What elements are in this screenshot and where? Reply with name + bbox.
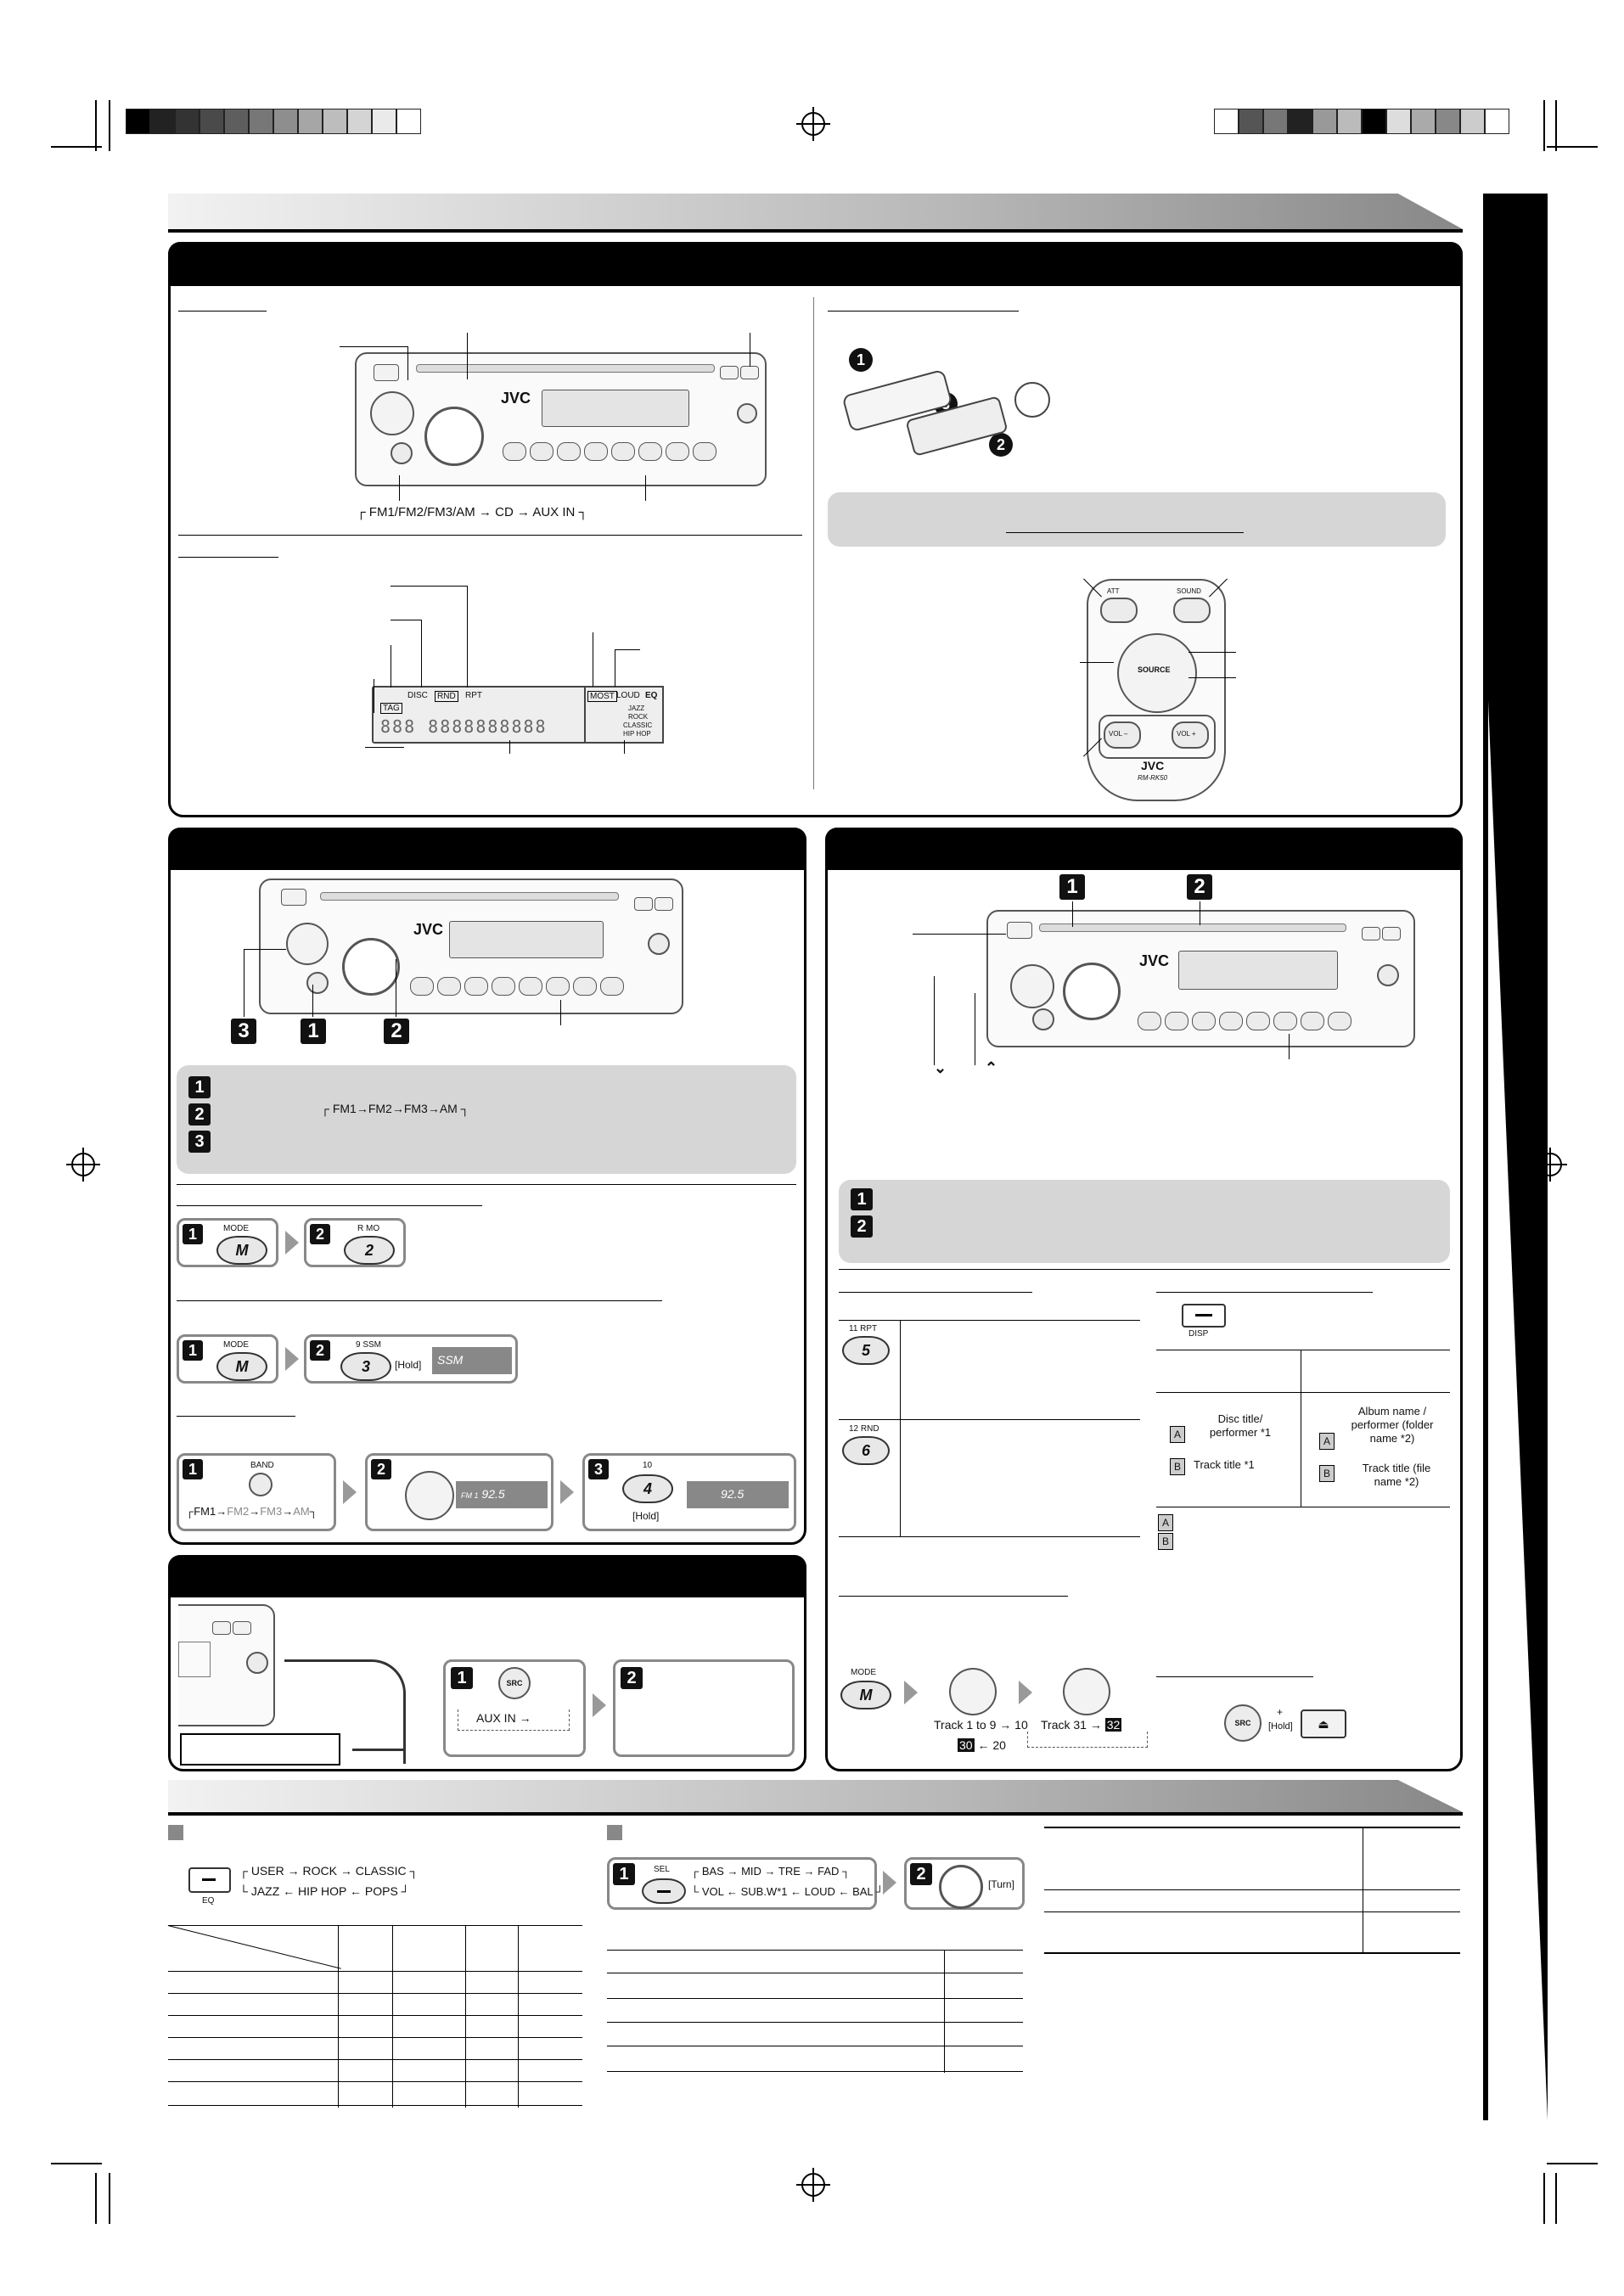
sel-label: SEL xyxy=(654,1865,670,1874)
aux-step-2: 2 xyxy=(613,1659,795,1757)
legend-b: B xyxy=(1158,1533,1173,1550)
hold-label: [Hold] xyxy=(632,1510,660,1522)
aux-step-1: 1 SRC AUX IN → xyxy=(443,1659,586,1757)
eq-table-rule xyxy=(168,1925,582,1926)
brand-logo: JVC xyxy=(501,390,531,407)
subheading-rule xyxy=(1156,1292,1373,1293)
crop-mark xyxy=(1547,146,1598,148)
callout-line xyxy=(1188,652,1236,653)
up-arrow-glyph: ⌃ xyxy=(985,1059,998,1076)
radio-panel-header xyxy=(168,828,806,870)
preset-1[interactable] xyxy=(464,977,488,996)
top-heading-bar xyxy=(168,194,1463,229)
preset-4[interactable] xyxy=(638,442,662,461)
track-30-box: 30 xyxy=(959,1738,973,1752)
preset-6[interactable] xyxy=(1328,1012,1351,1030)
crop-mark xyxy=(1543,100,1545,151)
preset-2-button[interactable]: 2 xyxy=(344,1236,395,1265)
warning-underline xyxy=(1006,532,1244,533)
registration-mark-left xyxy=(71,1153,95,1176)
crop-mark xyxy=(51,2163,102,2164)
color-bar-right xyxy=(1214,109,1509,134)
bottom-heading-underline xyxy=(168,1812,1463,1816)
subheading-rule xyxy=(828,311,1019,312)
sound-row-1: ┌ BAS → MID → TRE → FAD ┐ xyxy=(691,1865,851,1878)
eject-button[interactable] xyxy=(281,889,306,906)
src-button[interactable]: SRC xyxy=(1224,1704,1262,1742)
letter-b: B xyxy=(1170,1458,1185,1475)
disc-slot xyxy=(1039,923,1346,932)
most-indicator: MOST xyxy=(587,691,617,702)
table-rule xyxy=(839,1320,1140,1321)
remote-brand: JVC xyxy=(1141,759,1165,772)
callout-line xyxy=(560,1000,561,1025)
subheading-rule xyxy=(177,1416,295,1417)
eq-button[interactable] xyxy=(1362,927,1380,940)
callout-line xyxy=(913,934,1006,935)
right-table-rule xyxy=(1044,1827,1460,1828)
rpt-key-label: 11 RPT xyxy=(849,1324,878,1333)
panel-divider xyxy=(813,297,814,789)
radio-step-1: 1 xyxy=(188,1076,211,1098)
bottom-heading-bar xyxy=(168,1780,1463,1812)
crop-mark xyxy=(1555,2173,1557,2224)
preset-step-1: 1 BAND ┌FM1→FM2→FM3→AM┐ xyxy=(177,1453,336,1531)
side-tab xyxy=(1483,194,1548,2120)
preset-5-button[interactable]: 5 xyxy=(842,1336,890,1365)
disc-slot xyxy=(416,364,715,373)
battery-coin xyxy=(1014,382,1050,418)
preset-3[interactable] xyxy=(1246,1012,1270,1030)
disc-col-a: Disc title/ performer *1 xyxy=(1209,1412,1272,1439)
turn-label: [Turn] xyxy=(988,1878,1014,1890)
preset-5[interactable] xyxy=(1301,1012,1324,1030)
ssm-step-1: 1 MODE M xyxy=(177,1334,278,1384)
cd-step-1: 1 xyxy=(851,1188,873,1210)
crop-mark xyxy=(1555,100,1557,151)
sound-table-rule xyxy=(607,2071,1023,2072)
eq-table-col xyxy=(338,1925,339,2108)
src-button[interactable] xyxy=(1032,1008,1054,1030)
disc-slot xyxy=(320,892,619,901)
crop-mark xyxy=(1547,2163,1598,2164)
disc-col-b: Track title *1 xyxy=(1194,1458,1255,1471)
cd-callout-1: 1 xyxy=(1059,874,1085,900)
preset-4[interactable] xyxy=(546,977,570,996)
portable-device-box xyxy=(180,1733,340,1766)
eq-square-bullet xyxy=(168,1825,183,1840)
section-rule xyxy=(839,1269,1450,1270)
preset-5[interactable] xyxy=(666,442,689,461)
controls-panel-header xyxy=(168,242,1463,286)
display-window-right xyxy=(584,686,664,744)
src-button[interactable]: SRC xyxy=(498,1667,531,1699)
remote-vol-minus-label: VOL – xyxy=(1109,730,1128,738)
flow-arrow xyxy=(285,1231,299,1255)
preset-1[interactable] xyxy=(557,442,581,461)
eq-mode-3: CLASSIC xyxy=(623,721,653,729)
preset-step-2: 2 FM 1 92.5 xyxy=(365,1453,554,1531)
sound-table-rule xyxy=(607,1950,1023,1951)
callout-line xyxy=(467,586,468,688)
track-seq-dashed xyxy=(1027,1732,1148,1748)
remote-sound-label: SOUND xyxy=(1177,587,1201,595)
subheading-rule xyxy=(178,557,278,558)
aux-jack[interactable] xyxy=(1377,964,1399,986)
sound-table-rule xyxy=(607,1998,1023,1999)
preset-3-button[interactable]: 3 xyxy=(340,1352,391,1381)
disp-button-large[interactable] xyxy=(1182,1304,1226,1328)
eq-table-rule xyxy=(168,2059,582,2060)
sound-square-bullet xyxy=(607,1825,622,1840)
radio-steps-box xyxy=(177,1065,796,1174)
sound-table-rule xyxy=(607,2022,1023,2023)
preset-6[interactable] xyxy=(693,442,716,461)
sel-button[interactable] xyxy=(503,442,526,461)
step-1-marker: 1 xyxy=(849,348,873,372)
segment-digits: 888 8888888888 xyxy=(380,716,548,737)
eject-button[interactable] xyxy=(374,364,399,381)
source-sequence: ┌ FM1/FM2/FM3/AM → CD → AUX IN ┐ xyxy=(357,505,588,519)
ssm-display: SSM xyxy=(432,1347,512,1374)
eject-button[interactable] xyxy=(1007,922,1032,939)
tag-indicator: TAG xyxy=(380,703,402,714)
flow-arrow xyxy=(593,1693,606,1717)
remote-att-button[interactable] xyxy=(1100,598,1138,623)
callout-line xyxy=(934,976,935,1065)
eq-mode-4: HIP HOP xyxy=(623,730,651,738)
right-table-rule xyxy=(1044,1889,1460,1890)
letter-b: B xyxy=(1319,1465,1335,1482)
remote-source-label: SOURCE xyxy=(1138,665,1171,674)
preset-4-button[interactable]: 4 xyxy=(622,1474,673,1503)
rnd-key-label: 12 RND xyxy=(849,1424,879,1434)
eq-table-rule xyxy=(168,1993,582,1994)
remote-vol-plus-label: VOL + xyxy=(1177,730,1196,738)
preset-2[interactable] xyxy=(584,442,608,461)
main-lcd xyxy=(1178,951,1338,990)
cd-step-2: 2 xyxy=(851,1215,873,1238)
down-arrow-glyph: ⌄ xyxy=(934,1059,947,1076)
battery-warning-box xyxy=(828,492,1446,547)
brand-logo: JVC xyxy=(413,921,444,938)
mp3-col-a: Album name / performer (folder name *2) xyxy=(1351,1405,1434,1445)
crop-mark xyxy=(51,146,102,148)
sel-button[interactable] xyxy=(642,1878,686,1904)
eq-table-diagonal xyxy=(168,1925,341,1969)
letter-a: A xyxy=(1319,1433,1335,1450)
callout-line xyxy=(645,475,646,501)
subheading-rule xyxy=(1156,1676,1313,1677)
step-2-marker: 2 xyxy=(989,433,1013,457)
freq-display: FM 1 92.5 xyxy=(456,1481,548,1508)
mode-label: MODE xyxy=(223,1340,249,1350)
radio-step-3: 3 xyxy=(188,1131,211,1153)
flow-arrow xyxy=(1019,1681,1032,1704)
loud-indicator: LOUD xyxy=(616,691,640,700)
hold-label: [Hold] xyxy=(395,1359,422,1371)
band-button[interactable] xyxy=(249,1473,273,1496)
callout-line xyxy=(509,740,510,754)
brand-logo: JVC xyxy=(1139,952,1170,969)
aux-unit-corner xyxy=(178,1604,275,1726)
aux-jack[interactable] xyxy=(648,933,670,955)
control-pad-down[interactable] xyxy=(1063,1668,1110,1715)
disp-button[interactable] xyxy=(740,366,759,379)
preset-freq-display: 92.5 xyxy=(687,1481,789,1508)
subheading-rule xyxy=(839,1292,1032,1293)
sound-table-col xyxy=(944,1950,945,2073)
mode-label: MODE xyxy=(223,1224,249,1233)
step-1-callout: 1 xyxy=(301,1019,326,1044)
main-lcd xyxy=(449,921,604,958)
preset-3[interactable] xyxy=(519,977,542,996)
aux-cable-bottom xyxy=(352,1749,403,1751)
sound-step-2: 2 [Turn] xyxy=(904,1857,1025,1910)
eq-indicator: EQ xyxy=(645,691,658,700)
preset-1[interactable] xyxy=(1192,1012,1216,1030)
radio-head-unit xyxy=(259,879,683,1014)
disp-button[interactable] xyxy=(1382,927,1401,940)
control-pad[interactable] xyxy=(405,1471,454,1520)
sound-step-1: 1 SEL ┌ BAS → MID → TRE → FAD ┐ └ VOL ← SUB.W*1 ← LOUD ← BAL ┘ xyxy=(607,1857,877,1910)
cd-panel-header xyxy=(825,828,1463,870)
band-cycle: ┌FM1→FM2→FM3→AM┐ xyxy=(186,1505,317,1518)
rpt-indicator: RPT xyxy=(465,691,482,700)
eq-table-col xyxy=(465,1925,466,2108)
mode-button[interactable] xyxy=(437,977,461,996)
mono-step-2: 2 R MO 2 xyxy=(304,1218,406,1267)
callout-line xyxy=(1289,1034,1290,1059)
eq-row-1: ┌ USER → ROCK → CLASSIC ┐ xyxy=(239,1864,419,1878)
sel-button[interactable] xyxy=(410,977,434,996)
top-heading-underline xyxy=(168,229,1463,233)
mono-step-1: 1 MODE M xyxy=(177,1218,278,1267)
rmo-label: R MO xyxy=(357,1224,380,1233)
section-rule xyxy=(177,1184,796,1185)
control-pad[interactable] xyxy=(286,923,329,965)
aux-jack[interactable] xyxy=(737,403,757,424)
preset-6-button[interactable]: 6 xyxy=(842,1436,890,1465)
preset-label: 10 xyxy=(643,1461,653,1470)
eq-mode-2: ROCK xyxy=(628,713,649,721)
volume-knob[interactable] xyxy=(424,407,484,466)
subheading-rule xyxy=(177,1300,662,1301)
remote-control xyxy=(1087,579,1226,801)
flow-arrow xyxy=(904,1681,918,1704)
crop-mark xyxy=(109,100,110,151)
track-32-box: 32 xyxy=(1106,1718,1121,1732)
flow-arrow xyxy=(560,1480,574,1504)
subheading-rule xyxy=(839,1596,1068,1597)
cd-mode-label: MODE xyxy=(851,1668,876,1677)
mp3-col-b: Track title (file name *2) xyxy=(1362,1462,1431,1488)
cd-callout-2: 2 xyxy=(1187,874,1212,900)
callout-line xyxy=(391,586,467,587)
preset-5[interactable] xyxy=(573,977,597,996)
section-rule xyxy=(178,535,802,536)
hold-label: [Hold] xyxy=(1268,1721,1293,1732)
rnd-indicator: RND xyxy=(435,691,458,702)
eq-button[interactable] xyxy=(634,897,653,911)
head-unit-main xyxy=(355,352,767,486)
radio-step-2: 2 xyxy=(188,1103,211,1126)
table-rule xyxy=(839,1536,1140,1537)
remote-model: RM-RK50 xyxy=(1138,774,1168,782)
eq-label: EQ xyxy=(202,1896,215,1906)
mode-button[interactable] xyxy=(1165,1012,1188,1030)
callout-line xyxy=(467,333,468,379)
control-pad-up[interactable] xyxy=(949,1668,997,1715)
sound-row-2: └ VOL ← SUB.W*1 ← LOUD ← BAL ┘ xyxy=(691,1885,885,1898)
cd-steps-box xyxy=(839,1180,1450,1263)
src-button[interactable] xyxy=(391,442,413,464)
callout-line xyxy=(340,346,407,347)
band-sequence: ┌ FM1→FM2→FM3→AM ┐ xyxy=(321,1102,469,1115)
eq-table-rule xyxy=(168,1971,582,1972)
eq-table-rule xyxy=(168,2081,582,2082)
crop-mark xyxy=(95,2173,97,2224)
main-lcd xyxy=(542,390,689,427)
callout-line xyxy=(1080,662,1114,663)
eq-button-large[interactable] xyxy=(188,1867,231,1893)
eq-table-rule xyxy=(168,2015,582,2016)
eq-table-rule xyxy=(168,2105,582,2106)
aux-panel-header xyxy=(168,1555,806,1597)
callout-line xyxy=(1188,677,1236,678)
callout-line xyxy=(244,949,286,950)
crop-mark xyxy=(1543,2173,1545,2224)
volume-knob[interactable] xyxy=(342,938,400,996)
preset-4[interactable] xyxy=(1273,1012,1297,1030)
crop-mark xyxy=(95,100,97,151)
preset-2[interactable] xyxy=(1219,1012,1243,1030)
track-seq-31: Track 31 → 32 xyxy=(1041,1718,1121,1732)
callout-line xyxy=(1072,901,1073,927)
right-table-rule xyxy=(1044,1952,1460,1954)
step-2-callout: 2 xyxy=(384,1019,409,1044)
color-bar-left xyxy=(126,109,421,134)
volume-knob[interactable] xyxy=(1063,963,1121,1020)
table-divider xyxy=(900,1320,901,1536)
flow-arrow xyxy=(285,1347,299,1371)
callout-line xyxy=(615,649,640,650)
eject-button-large[interactable]: ⏏ xyxy=(1301,1709,1346,1738)
table-rule xyxy=(1156,1392,1450,1393)
remote-battery-illustration xyxy=(840,348,1061,458)
track-seq-fwd: Track 1 to 9 → 10 xyxy=(934,1718,1028,1732)
eq-table-rule xyxy=(168,2037,582,2038)
subheading-rule xyxy=(178,311,267,312)
sel-button[interactable] xyxy=(1138,1012,1161,1030)
aux-jack[interactable] xyxy=(246,1652,268,1674)
registration-mark-top xyxy=(801,112,825,136)
remote-att-label: ATT xyxy=(1107,587,1120,595)
step-3-callout: 3 xyxy=(231,1019,256,1044)
preset-step-3: 3 10 4 [Hold] 92.5 xyxy=(582,1453,796,1531)
letter-a: A xyxy=(1170,1426,1185,1443)
eq-table-col xyxy=(392,1925,393,2108)
eq-button[interactable] xyxy=(720,366,739,379)
subheading-rule xyxy=(177,1205,482,1206)
preset-2[interactable] xyxy=(492,977,515,996)
preset-6[interactable] xyxy=(600,977,624,996)
callout-line xyxy=(421,620,422,688)
track-seq-back: 30 ← 20 xyxy=(959,1738,1006,1752)
ssm-step-2: 2 9 SSM 3 [Hold] SSM xyxy=(304,1334,518,1384)
crop-mark xyxy=(109,2173,110,2224)
src-button[interactable] xyxy=(306,972,329,994)
volume-knob[interactable] xyxy=(939,1865,983,1909)
cd-head-unit xyxy=(986,910,1415,1047)
callout-line xyxy=(312,985,313,1017)
callout-line xyxy=(407,346,408,380)
mode-button[interactable]: M xyxy=(840,1681,891,1709)
control-pad[interactable] xyxy=(1010,964,1054,1008)
callout-line xyxy=(399,475,400,501)
eq-table-col xyxy=(518,1925,519,2108)
mode-button[interactable]: M xyxy=(216,1236,267,1265)
remote-sound-button[interactable] xyxy=(1173,598,1211,623)
eq-mode-1: JAZZ xyxy=(628,705,645,712)
legend-a: A xyxy=(1158,1514,1173,1531)
band-label: BAND xyxy=(250,1461,274,1470)
control-pad[interactable] xyxy=(370,391,414,435)
side-rule xyxy=(1483,194,1488,2120)
disp-label: DISP xyxy=(1188,1329,1209,1339)
disc-indicator: DISC xyxy=(407,691,428,700)
flow-arrow xyxy=(343,1480,357,1504)
eq-row-2: └ JAZZ ← HIP HOP ← POPS ┘ xyxy=(239,1884,410,1898)
preset-3[interactable] xyxy=(611,442,635,461)
ssm-key-label: 9 SSM xyxy=(356,1340,382,1350)
mode-button[interactable] xyxy=(530,442,554,461)
flow-arrow xyxy=(883,1871,896,1895)
disp-button[interactable] xyxy=(655,897,673,911)
callout-line xyxy=(365,747,404,748)
callout-line xyxy=(624,740,625,754)
right-table-rule xyxy=(1044,1911,1460,1912)
mode-button[interactable]: M xyxy=(216,1352,267,1381)
table-rule xyxy=(839,1419,1140,1420)
plus-sign: + xyxy=(1277,1706,1284,1718)
aux-sequence: AUX IN → xyxy=(476,1711,531,1725)
registration-mark-bottom xyxy=(801,2173,825,2197)
